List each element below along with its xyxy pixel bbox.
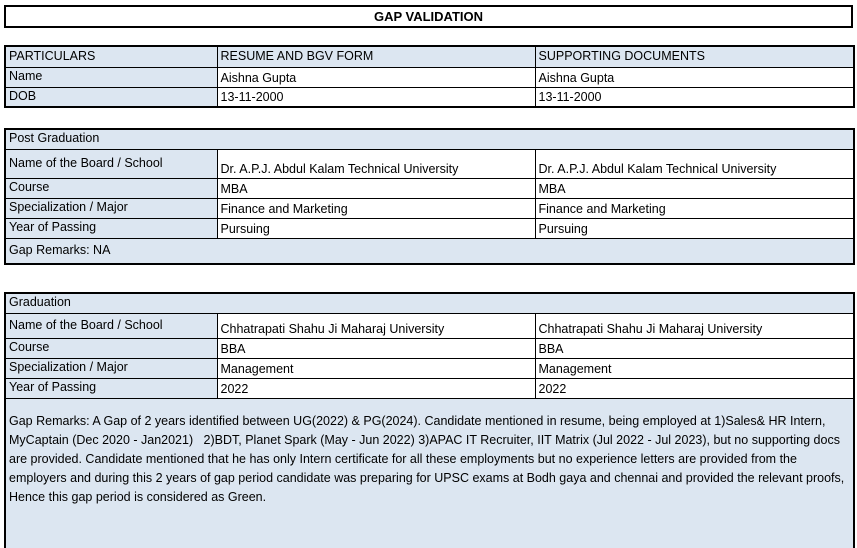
row-label-specialization: Specialization / Major: [5, 198, 217, 218]
post-graduation-table: [4, 128, 855, 265]
page-title: GAP VALIDATION: [4, 5, 853, 28]
row-label-board-school: Name of the Board / School: [5, 149, 217, 178]
grad-year-resume-value: 2022: [217, 378, 535, 398]
column-header-particulars: PARTICULARS: [5, 46, 217, 67]
row-label-specialization: Specialization / Major: [5, 358, 217, 378]
post-graduation-gap-remarks: Gap Remarks: NA: [5, 238, 854, 264]
table-row: [5, 378, 854, 398]
dob-resume-value: 13-11-2000: [217, 87, 535, 107]
dob-supporting-value: 13-11-2000: [535, 87, 854, 107]
grad-year-supporting-value: 2022: [535, 378, 854, 398]
table-row: [5, 178, 854, 198]
table-row: [5, 313, 854, 338]
graduation-remarks-row: [5, 398, 854, 548]
row-label-year-of-passing: Year of Passing: [5, 378, 217, 398]
row-label-course: Course: [5, 178, 217, 198]
pg-course-supporting-value: MBA: [535, 178, 854, 198]
grad-course-resume-value: BBA: [217, 338, 535, 358]
name-resume-value: Aishna Gupta: [217, 67, 535, 87]
pg-course-resume-value: MBA: [217, 178, 535, 198]
grad-board-supporting-value: Chhatrapati Shahu Ji Maharaj University: [535, 313, 854, 338]
section-title-post-graduation: Post Graduation: [5, 129, 854, 149]
row-label-board-school: Name of the Board / School: [5, 313, 217, 338]
section-title-graduation: Graduation: [5, 293, 854, 313]
table-row: [5, 67, 854, 87]
table-row: [5, 338, 854, 358]
post-graduation-remarks-row: [5, 238, 854, 264]
column-header-supporting: SUPPORTING DOCUMENTS: [535, 46, 854, 67]
row-label-year-of-passing: Year of Passing: [5, 218, 217, 238]
table-row: [5, 149, 854, 178]
row-label-course: Course: [5, 338, 217, 358]
graduation-table: [4, 292, 855, 548]
pg-specialization-resume-value: Finance and Marketing: [217, 198, 535, 218]
pg-board-resume-value: Dr. A.P.J. Abdul Kalam Technical University: [217, 149, 535, 178]
candidate-table: [4, 45, 855, 108]
graduation-gap-remarks: Gap Remarks: A Gap of 2 years identified between UG(2022) & PG(2024). Candidate mentioned in resume, being employed at 1)Sales& HR Intern, MyCaptain (Dec 2020 - Jan2021) 2)BDT, Planet Spark (May - Jun 2022) 3)APAC IT Recruiter, IIT Matrix (Jul 2022 - Jul 2023), but no supporting docs are provided. Candidate mentioned that he has only Intern certificate for all these employments but no experience letters are provided from the employers and during this 2 years of gap period candidate was preparing for UPSC exams at Bodh gaya and chennai and provided the relevant proofs, Hence this gap period is considered as Green.: [5, 398, 854, 548]
table-row: [5, 218, 854, 238]
row-label-dob: DOB: [5, 87, 217, 107]
gap-validation-sheet: [0, 5, 857, 548]
grad-specialization-resume-value: Management: [217, 358, 535, 378]
post-graduation-section-header-row: [5, 129, 854, 149]
graduation-section-header-row: [5, 293, 854, 313]
grad-board-resume-value: Chhatrapati Shahu Ji Maharaj University: [217, 313, 535, 338]
grad-specialization-supporting-value: Management: [535, 358, 854, 378]
pg-year-supporting-value: Pursuing: [535, 218, 854, 238]
column-header-resume: RESUME AND BGV FORM: [217, 46, 535, 67]
pg-board-supporting-value: Dr. A.P.J. Abdul Kalam Technical University: [535, 149, 854, 178]
pg-year-resume-value: Pursuing: [217, 218, 535, 238]
pg-specialization-supporting-value: Finance and Marketing: [535, 198, 854, 218]
row-label-name: Name: [5, 67, 217, 87]
grad-course-supporting-value: BBA: [535, 338, 854, 358]
table-row: [5, 198, 854, 218]
name-supporting-value: Aishna Gupta: [535, 67, 854, 87]
candidate-header-row: [5, 46, 854, 67]
table-row: [5, 87, 854, 107]
table-row: [5, 358, 854, 378]
